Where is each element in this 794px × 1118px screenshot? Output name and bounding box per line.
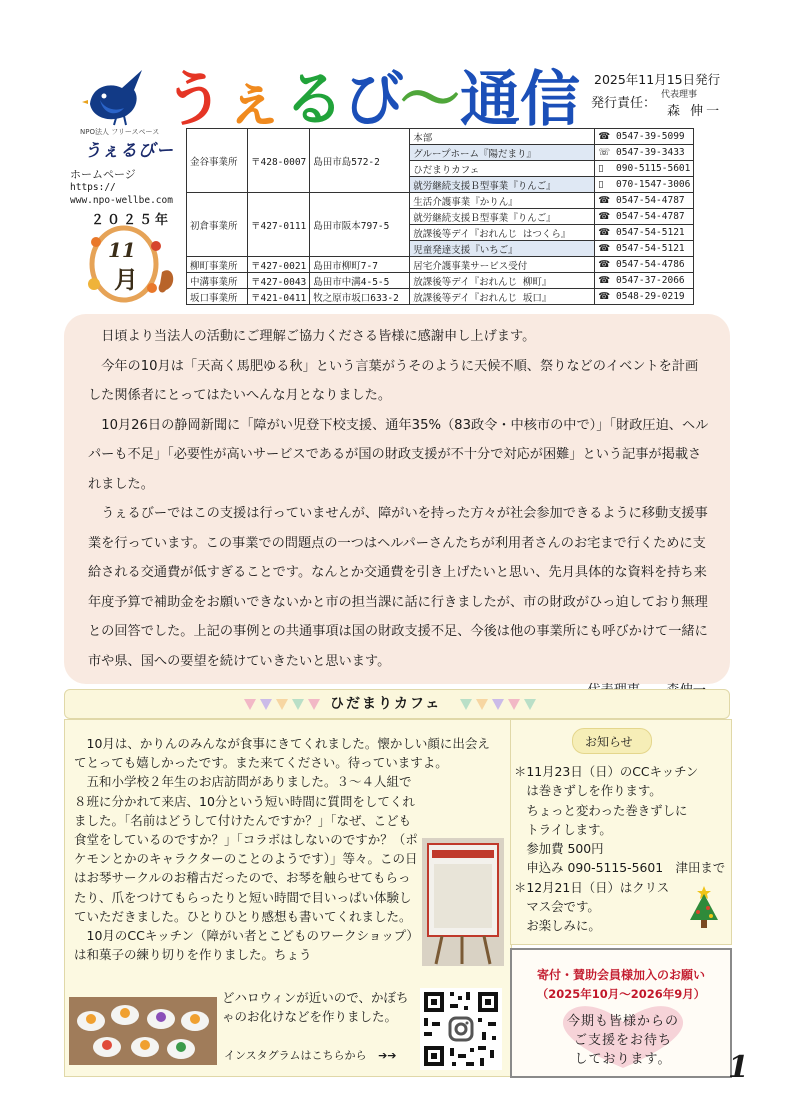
- office-service: 放課後等デイ『おれんじ 坂口』: [410, 289, 595, 305]
- november-wreath-illustration: [78, 224, 182, 306]
- office-phone[interactable]: [595, 145, 694, 161]
- office-phone[interactable]: [595, 129, 694, 145]
- office-service: ひだまりカフェ: [410, 161, 595, 177]
- responsible-name: 森 伸一: [667, 104, 723, 119]
- office-service: 放課後等デイ『おれんじ はつくら』: [410, 225, 595, 241]
- office-addr: 島田市阪本797-5: [310, 193, 410, 257]
- store-visit-photo: [422, 838, 504, 966]
- mobile-icon: ▯: [598, 163, 604, 174]
- notice-line: ＊11月23日（日）のCCキッチン: [514, 764, 699, 779]
- office-row: [187, 273, 694, 289]
- office-zip: 〒427-0111: [248, 193, 310, 257]
- office-phone[interactable]: [595, 225, 694, 241]
- notice-line: お楽しみに。: [514, 918, 601, 934]
- bunting-flags-icon: [460, 699, 540, 711]
- office-addr: 牧之原市坂口633-2: [310, 289, 410, 305]
- month-suffix: 月: [114, 265, 138, 294]
- office-directory-table: [186, 128, 694, 305]
- org-logo-text: うぇるびー: [84, 141, 174, 161]
- office-name: 中溝事業所: [187, 273, 248, 289]
- phone-number: 0547-54-4787: [616, 211, 685, 222]
- masthead-char: ぇ: [224, 65, 284, 130]
- cafe-paragraph: 五和小学校２年生のお店訪問がありました。３～４人組で８班に分かれて来店、10分という短い時間に質問をしてくれました。「名前はどうして付けたんですか？」「なぜ、こども食堂をしているのですか？」「コラボはしないのですか？（ポケモンとかのキャラクターのことのようです）」等々。この日はお琴サークルのお稽古だったので、お琴を触らせてもらったり、爪をつけてもらったりと短い時間で目いっぱい体験していただきました。ひとりひとり感想も書いてくれました。: [74, 774, 418, 924]
- office-name: 金谷事業所: [187, 129, 248, 193]
- phone-number: 0548-29-0219: [616, 291, 685, 302]
- office-phone[interactable]: [595, 193, 694, 209]
- phone-icon: ☎: [598, 227, 611, 238]
- office-service: 児童発達支援『いちご』: [410, 241, 595, 257]
- notice-line: ちょっと変わった巻きずしに: [514, 802, 688, 818]
- office-zip: 〒428-0007: [248, 129, 310, 193]
- office-phone[interactable]: [595, 257, 694, 273]
- cafe-paragraph: 10月のCCキッチン（障がい者とこどものワークショップ）は和菓子の練り切りを作りました。ちょう: [74, 928, 419, 963]
- notice-line: 参加費 500円: [514, 841, 604, 857]
- office-service: 放課後等デイ『おれんじ 柳町』: [410, 273, 595, 289]
- responsible-title: 代表理事: [661, 90, 698, 100]
- phone-number: 070-1547-3006: [616, 179, 691, 190]
- notice-line: は巻きずしを作ります。: [514, 783, 662, 799]
- org-subtitle: NPO法人 フリースペース: [80, 128, 160, 136]
- office-service: グループホーム『陽だまり』: [410, 145, 595, 161]
- instagram-qr-code[interactable]: [420, 988, 502, 1070]
- office-row: [187, 129, 694, 145]
- phone-icon: ☎: [598, 243, 611, 254]
- office-phone[interactable]: [595, 177, 694, 193]
- svg-text:うぇるび～通信: [164, 65, 580, 130]
- office-addr: 島田市島572-2: [310, 129, 410, 193]
- page-number: 1: [728, 1050, 749, 1085]
- month-number: 11: [108, 238, 136, 262]
- office-service: 本部: [410, 129, 595, 145]
- office-zip: 〒421-0411: [248, 289, 310, 305]
- mobile-icon: ▯: [598, 179, 604, 190]
- message-paragraph: 10月26日の静岡新聞に「障がい児登下校支援、通年35%（83政令・中核市の中で）」「財政圧迫、ヘルパーも不足」「必要性が高いサービスであるが国の財政支援が不十分で対応が困難」という記事が掲載されました。: [88, 417, 709, 492]
- message-paragraph: うぇるびーではこの支援は行っていませんが、障がいを持った方々が社会参加できるように移動支援事業を行っています。この事業での問題点の一つはヘルパーさんたちが利用者さんのお宅まで行くために支給される交通費が低すぎることです。なんとか交通費を引き上げたいと思い、先月具体的な資料を持ち来年度予算で補助金をお願いできないかと市の担当課に話に行きましたが、市の財政がひっ迫しており無理との回答でした。上記の事例との共通事項は国の財政支援不足、今後は他の事業所にも呼びかけて一緒に市や県、国への要望を続けていきたいと思います。: [88, 506, 708, 669]
- responsible-label: 発行責任：: [591, 96, 657, 111]
- donation-period: （2025年10月～2026年9月）: [536, 987, 706, 1001]
- bunting-flags-icon: [244, 699, 324, 711]
- instagram-label-text: インスタグラムはこちらから: [224, 1049, 367, 1062]
- phone-icon: ☎: [598, 195, 611, 206]
- notice-line: トライします。: [514, 821, 612, 837]
- homepage-label: ホームページ: [70, 168, 136, 181]
- phone-number: 0547-54-4786: [616, 259, 685, 270]
- masthead-char: 信: [520, 65, 580, 130]
- phone-number: 0547-37-2066: [616, 275, 685, 286]
- fax-icon: ☏: [598, 147, 611, 158]
- phone-icon: ☎: [598, 291, 611, 302]
- phone-icon: ☎: [598, 131, 611, 142]
- phone-number: 0547-54-5121: [616, 227, 685, 238]
- notice-title: お知らせ: [585, 735, 633, 749]
- cafe-paragraph-continued: どハロウィンが近いので、かぼちゃのお化けなどを作りました。: [222, 990, 409, 1025]
- phone-icon: ☎: [598, 275, 611, 286]
- office-service: 就労継続支援Ｂ型事業『りんご』: [410, 209, 595, 225]
- donation-line: 今期も皆様からの: [566, 1014, 679, 1029]
- christmas-tree-icon: [686, 884, 722, 930]
- message-paragraph: 今年の10月は「天高く馬肥ゆる秋」という言葉がうそのように天候不順、祭りなどのイベントを計画した関係者にとってはたいへんな月となりました。: [88, 358, 699, 403]
- arrow-right-icon: ➔➔: [378, 1049, 397, 1062]
- office-phone[interactable]: [595, 289, 694, 305]
- instagram-link-label[interactable]: [224, 1047, 397, 1063]
- bird-logo-icon: [82, 64, 152, 126]
- phone-number: 0547-39-5099: [616, 131, 685, 142]
- office-row: [187, 289, 694, 305]
- masthead-char: 通: [460, 65, 520, 130]
- office-phone[interactable]: [595, 209, 694, 225]
- representative-message: [88, 322, 710, 706]
- issue-date: 2025年11月15日発行: [594, 72, 721, 87]
- calendar-year: ２０２５年: [91, 213, 172, 228]
- cafe-paragraph: 10月は、かりんのみんなが食事にきてくれました。懐かしい顔に出会えてとっても嬉しかったです。また来てください。待っていますよ。: [74, 736, 490, 771]
- office-addr: 島田市中溝4-5-5: [310, 273, 410, 289]
- phone-icon: ☎: [598, 211, 611, 222]
- office-service: 居宅介護事業サービス受付: [410, 257, 595, 273]
- notice-line: マス会です。: [514, 899, 600, 915]
- wagashi-sweets-photo: [69, 997, 217, 1065]
- donation-line: しております。: [574, 1052, 672, 1067]
- message-paragraph: 日頃より当法人の活動にご理解ご協力くださる皆様に感謝申し上げます。: [101, 329, 536, 344]
- phone-icon: ☎: [598, 259, 611, 270]
- office-service: 生活介護事業『かりん』: [410, 193, 595, 209]
- office-zip: 〒427-0021: [248, 257, 310, 273]
- office-zip: 〒427-0043: [248, 273, 310, 289]
- office-name: 坂口事業所: [187, 289, 248, 305]
- instagram-icon: [450, 1018, 472, 1040]
- phone-number: 0547-54-5121: [616, 243, 685, 254]
- homepage-url-scheme[interactable]: https://: [70, 182, 116, 193]
- office-phone[interactable]: [595, 161, 694, 177]
- homepage-info: [70, 168, 173, 207]
- office-phone[interactable]: [595, 241, 694, 257]
- notice-line: ＊12月21日（日）はクリス: [514, 879, 670, 895]
- newsletter-masthead: [160, 56, 580, 130]
- masthead-char: び: [344, 65, 404, 130]
- masthead-char: ～: [400, 65, 460, 130]
- cafe-section-title: ひだまりカフェ: [330, 696, 442, 712]
- homepage-url[interactable]: www.npo-wellbe.com: [70, 195, 173, 206]
- donation-message: [548, 1012, 698, 1069]
- phone-number: 0547-39-3433: [616, 147, 685, 158]
- donation-line: ご支援をお待ち: [573, 1033, 672, 1048]
- office-name: 柳町事業所: [187, 257, 248, 273]
- notice-line: 申込み 090-5115-5601 津田まで: [514, 860, 726, 876]
- office-service: 就労継続支援Ｂ型事業『りんご』: [410, 177, 595, 193]
- masthead-char: う: [164, 65, 224, 130]
- office-row: [187, 257, 694, 273]
- masthead-char: る: [284, 65, 344, 130]
- office-phone[interactable]: [595, 273, 694, 289]
- phone-number: 0547-54-4787: [616, 195, 685, 206]
- office-name: 初倉事業所: [187, 193, 248, 257]
- office-addr: 島田市柳町7-7: [310, 257, 410, 273]
- donation-title: 寄付・賛助会員様加入のお願い: [536, 968, 705, 982]
- office-row: [187, 193, 694, 209]
- phone-number: 090-5115-5601: [616, 163, 691, 174]
